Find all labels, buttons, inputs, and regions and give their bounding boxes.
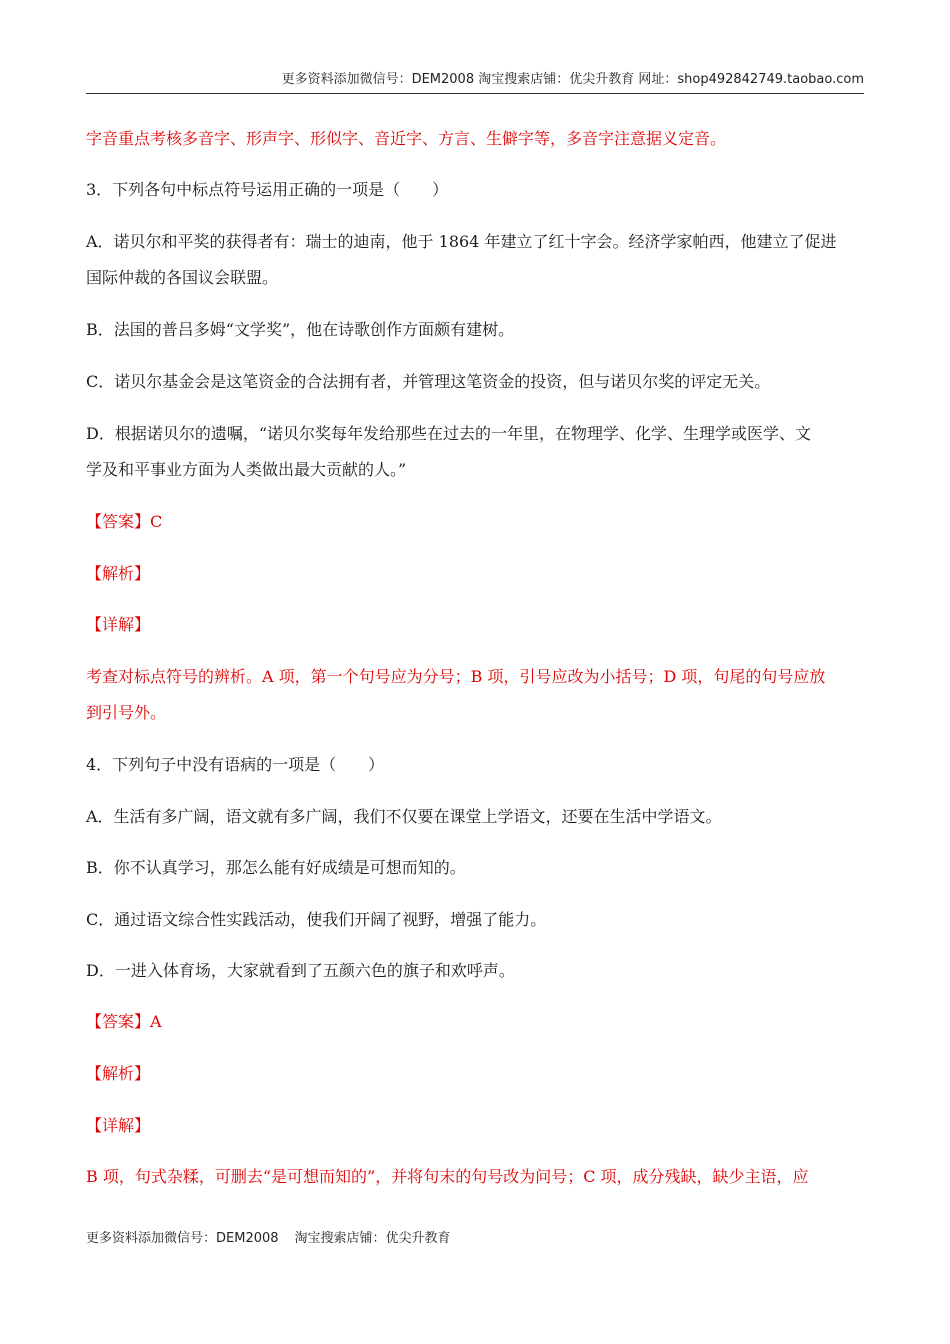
option-c: C．通过语文综合性实践活动，使我们开阔了视野，增强了能力。 <box>86 910 547 929</box>
answer-label: 【答案】A <box>86 1012 162 1031</box>
option-a: A．诺贝尔和平奖的获得者有：瑞士的迪南，他于 1864 年建立了红十字会。经济学家帕西，他建立了促进 <box>86 232 837 251</box>
option-a: A．生活有多广阔，语文就有多广阔，我们不仅要在课堂上学语文，还要在生活中学语文。 <box>86 807 722 826</box>
footer-shop: 淘宝搜索店铺：优尖升教育 <box>294 1231 451 1246</box>
option-d-continued: 学及和平事业方面为人类做出最大贡献的人。” <box>86 460 407 479</box>
footer-wechat: 更多资料添加微信号：DEM2008 <box>86 1231 279 1246</box>
explanation-text: B 项，句式杂糅，可删去“是可想而知的”，并将句末的句号改为问号；C 项，成分残缺，缺少主语，应 <box>86 1167 809 1186</box>
option-d: D．一进入体育场，大家就看到了五颜六色的旗子和欢呼声。 <box>86 961 515 980</box>
page-footer <box>86 1227 451 1246</box>
option-d: D．根据诺贝尔的遗嘱，“诺贝尔奖每年发给那些在过去的一年里，在物理学、化学、生理学或医学、文 <box>86 424 812 443</box>
question-4-stem: 4．下列句子中没有语病的一项是（ ） <box>86 755 385 774</box>
option-a-continued: 国际仲裁的各国议会联盟。 <box>86 268 279 287</box>
explanation-text: 字音重点考核多音字、形声字、形似字、音近字、方言、生僻字等，多音字注意据义定音。 <box>86 129 727 148</box>
explanation-text-continued: 到引号外。 <box>86 703 167 722</box>
detail-label: 【详解】 <box>86 615 151 634</box>
explanation-text: 考查对标点符号的辨析。A 项，第一个句号应为分号；B 项，引号应改为小括号；D 项，句尾的句号应放 <box>86 667 826 686</box>
option-b: B．你不认真学习，那怎么能有好成绩是可想而知的。 <box>86 858 466 877</box>
answer-label: 【答案】C <box>86 512 163 531</box>
analysis-label: 【解析】 <box>86 1064 151 1083</box>
option-b: B．法国的普吕多姆“文学奖”，他在诗歌创作方面颇有建树。 <box>86 320 515 339</box>
option-c: C．诺贝尔基金会是这笔资金的合法拥有者，并管理这笔资金的投资，但与诺贝尔奖的评定无关。 <box>86 372 771 391</box>
detail-label: 【详解】 <box>86 1116 151 1135</box>
page-header: 更多资料添加微信号：DEM2008 淘宝搜索店铺：优尖升教育 网址：shop492842749.taobao.com <box>86 68 864 94</box>
analysis-label: 【解析】 <box>86 564 151 583</box>
question-3-stem: 3．下列各句中标点符号运用正确的一项是（ ） <box>86 180 449 199</box>
